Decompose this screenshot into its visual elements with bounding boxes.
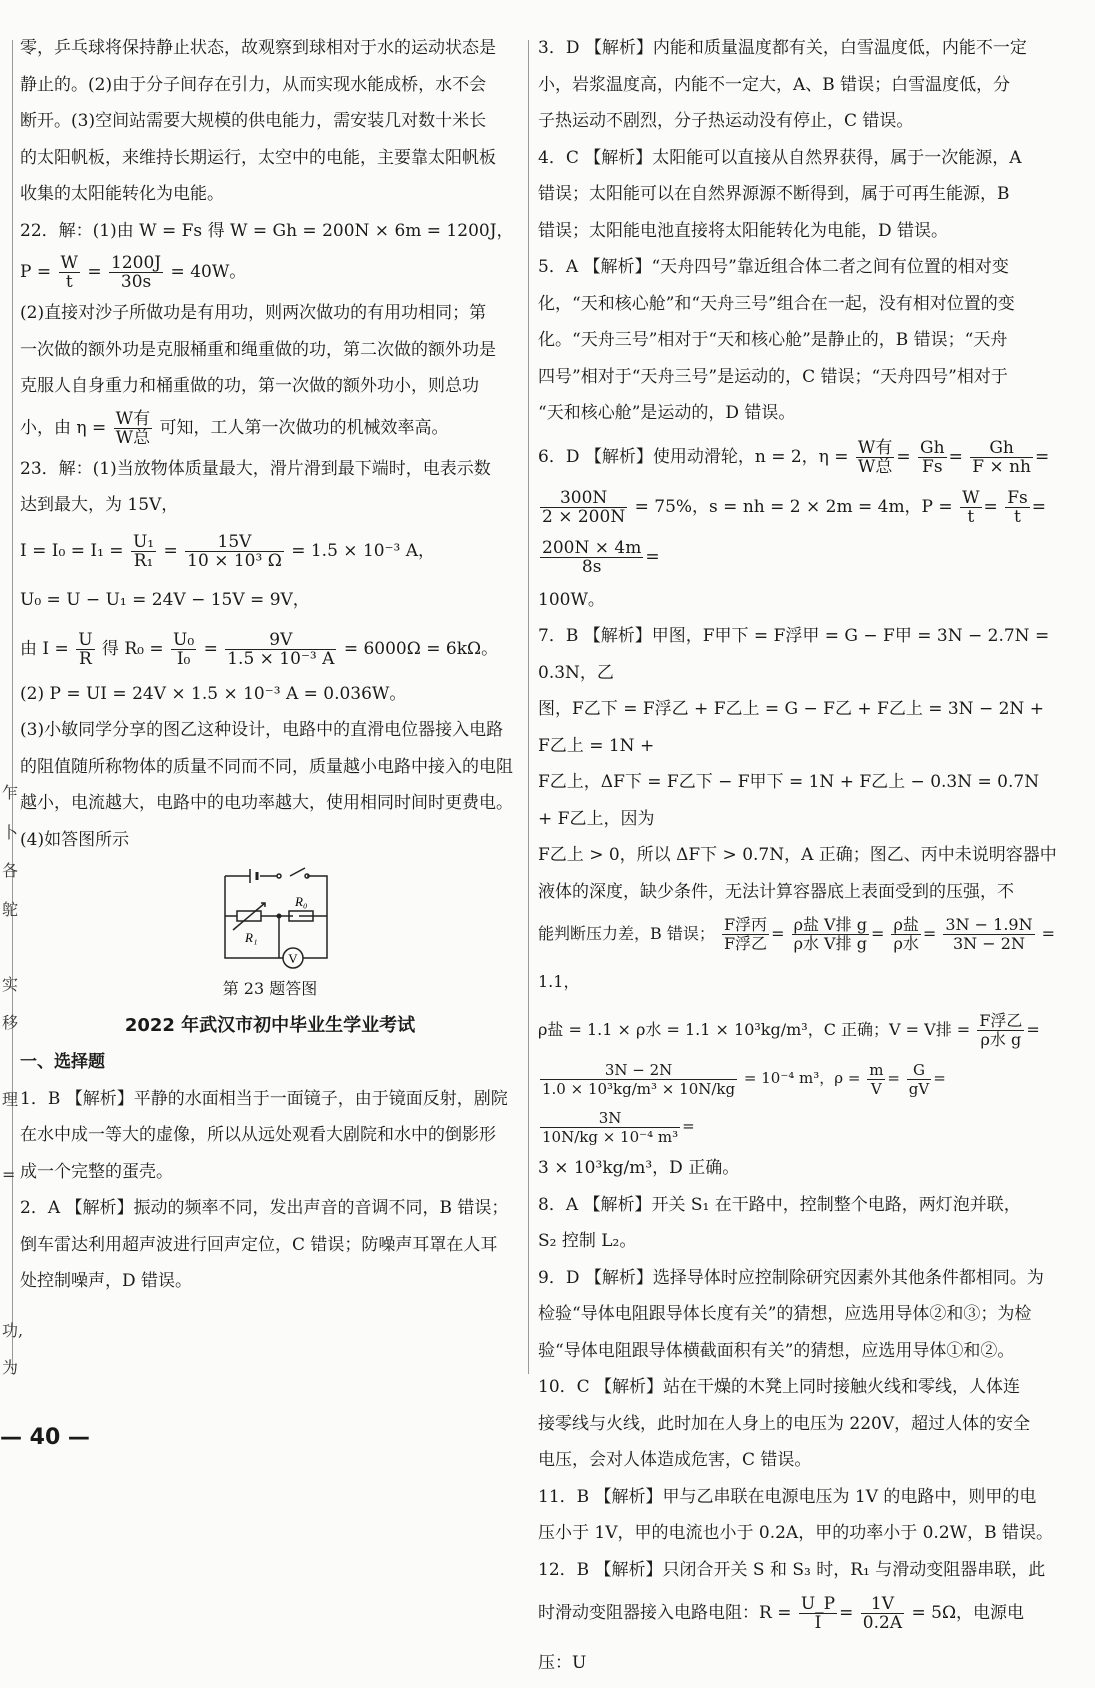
numerator: W bbox=[60, 253, 78, 273]
side-mark: 为 bbox=[2, 1358, 19, 1377]
text-line: 12．B 【解析】只闭合开关 S 和 S₃ 时，R₁ 与滑动变阻器串联，此 bbox=[538, 1559, 1046, 1580]
fraction bbox=[856, 439, 894, 476]
formula-text: = bbox=[87, 262, 102, 282]
fraction bbox=[131, 533, 156, 570]
column-divider bbox=[528, 40, 529, 1374]
numerator: Gh bbox=[970, 439, 1033, 458]
text-line: 3．D 【解析】内能和质量温度都有关，白雪温度低，内能不一定 bbox=[538, 38, 1027, 58]
text-line: 4．C 【解析】太阳能可以直接从自然界获得，属于一次能源，A bbox=[538, 147, 1022, 168]
page-number: — 40 — bbox=[0, 1425, 90, 1450]
text-line: 的太阳帆板，来维持长期运行，太空中的电能，主要靠太阳帆板 bbox=[20, 147, 496, 168]
formula-text: 能判断压力差，B 错误； bbox=[538, 924, 715, 943]
formula-text: I = I₀ = I₁ = bbox=[20, 540, 124, 561]
formula-text: = 1.5 × 10⁻³ A， bbox=[291, 540, 436, 561]
denominator: F浮乙 bbox=[723, 934, 768, 953]
denominator: t bbox=[1014, 506, 1021, 527]
denominator: 1.0 × 10³kg/m³ × 10N/kg bbox=[542, 1079, 736, 1098]
denominator: V bbox=[870, 1079, 882, 1098]
denominator: I bbox=[814, 1613, 822, 1633]
formula-text: 时滑动变阻器接入电路电阻：R = bbox=[538, 1603, 792, 1623]
text-line: 化，“天和核心舱”和“天舟三号”组合在一起，没有相对位置的变 bbox=[538, 293, 1015, 314]
formula-text: 由 I = bbox=[20, 638, 69, 659]
denominator: ρ水 g bbox=[980, 1030, 1022, 1049]
text-line: 错误；太阳能可以在自然界源源不断得到，属于可再生能源，B bbox=[538, 184, 1010, 204]
side-mark: 实 bbox=[2, 975, 19, 994]
fraction bbox=[799, 1595, 837, 1632]
fraction bbox=[540, 1109, 680, 1146]
text-line: 的阻值随所称物体的质量不同而不同，质量越小电路中接入的电阻 bbox=[20, 756, 513, 777]
fraction bbox=[861, 1595, 904, 1632]
text-line: 100W。 bbox=[538, 589, 605, 610]
denominator: Fs bbox=[922, 456, 943, 477]
denominator: 0.2A bbox=[862, 1613, 903, 1633]
numerator: F浮丙 bbox=[723, 915, 768, 934]
text-line: 检验“导体电阻跟导体长度有关”的猜想，应选用导体②和③；为检 bbox=[538, 1304, 1032, 1324]
formula-text: = bbox=[163, 540, 178, 561]
fraction bbox=[540, 1061, 737, 1098]
side-mark: 理 bbox=[2, 1090, 19, 1109]
numerator: 3N − 2N bbox=[540, 1061, 737, 1080]
fraction bbox=[907, 1061, 931, 1098]
denominator: W总 bbox=[857, 456, 893, 477]
denominator: t bbox=[967, 506, 975, 527]
fraction bbox=[225, 631, 336, 668]
fraction bbox=[1005, 489, 1030, 526]
text-line: 2．A 【解析】振动的频率不同，发出声音的音调不同，B 错误； bbox=[20, 1198, 509, 1218]
formula-text: = 10⁻⁴ m³，ρ = bbox=[743, 1069, 861, 1087]
answer-22-formula bbox=[20, 249, 520, 295]
text-line: 错误；太阳能电池直接将太阳能转化为电能，D 错误。 bbox=[538, 220, 949, 241]
fraction bbox=[792, 916, 869, 953]
fraction bbox=[109, 254, 163, 291]
numerator: 1200J bbox=[111, 253, 162, 273]
denominator: 30s bbox=[120, 272, 152, 292]
answer-12-formula: 时滑动变阻器接入电路电阻：R = $\frac{U\_P}{I}$ = $\frac{1V}{0.2A}$ = 5Ω，电源电压：U bbox=[538, 1594, 1025, 1673]
fraction bbox=[943, 916, 1034, 953]
denominator: R₁ bbox=[133, 550, 154, 571]
denominator: gV bbox=[908, 1079, 930, 1098]
numerator: U₁ bbox=[132, 531, 155, 552]
denominator: ρ水 bbox=[893, 934, 919, 953]
fraction bbox=[722, 916, 769, 953]
text-line: (4)如答图所示 bbox=[20, 829, 130, 850]
text-line: 9．D 【解析】选择导体时应控制除研究因素外其他条件都相同。为 bbox=[538, 1267, 1044, 1288]
side-mark: 移 bbox=[2, 1013, 19, 1032]
fraction bbox=[540, 539, 643, 576]
numerator: Gh bbox=[920, 437, 945, 458]
answer-7-ratio: 能判断压力差，B 错误； $\frac{\text{F浮丙}}{\text{F浮乙}}$ = $\frac{\text{ρ盐 V排 g}}{\text{ρ水 V排 g}}$ = $\frac{\text{ρ盐}}{\text{ρ水}}$ = $\frac{3N - 1.9N}{3N - 2N}$ = 1.1， bbox=[538, 915, 1056, 991]
denominator: 1.5 × 10⁻³ A bbox=[227, 648, 335, 669]
fraction bbox=[918, 439, 947, 476]
answer-23-line: 23．解：(1)当放物体质量最大，滑片滑到最下端时，电表示数 bbox=[20, 458, 491, 479]
side-mark: 鸵 bbox=[2, 900, 19, 919]
numerator: m bbox=[869, 1060, 884, 1079]
numerator: F浮乙 bbox=[979, 1011, 1023, 1030]
text-line: 7．B 【解析】甲图，F甲下 = F浮甲 = G − F甲 = 3N − 2.7N = 0.3N，乙 bbox=[538, 626, 1050, 683]
formula-text: = 1.1， bbox=[538, 924, 1056, 991]
numerator: U bbox=[78, 629, 93, 650]
numerator: 300N bbox=[540, 489, 627, 508]
text-line: 电压，会对人体造成危害，C 错误。 bbox=[538, 1450, 812, 1470]
text-line: 化。“天舟三号”相对于“天和核心舱”是静止的，B 错误；“天舟 bbox=[538, 330, 1008, 350]
text-line: 图，F乙下 = F浮乙 + F乙上 = G − F乙 + F乙上 = 3N − 2N + F乙上 = 1N + bbox=[538, 699, 1044, 756]
formula-text: = 5Ω，电源电压：U bbox=[538, 1603, 1025, 1673]
text-line: 收集的太阳能转化为电能。 bbox=[20, 184, 224, 204]
answer-22-line: 22．解：(1)由 W = Fs 得 W = Gh = 200N × 6m = 1200J， bbox=[20, 220, 514, 241]
answer-6-formula: 6．D 【解析】使用动滑轮，n = 2，η = $\frac{\text{W有}}{\text{W总}}$ = $\frac{Gh}{Fs}$ = $\frac{Gh}{F \times nh}$ = bbox=[538, 437, 1050, 477]
formula-text: ρ盐 = 1.1 × ρ水 = 1.1 × 10³kg/m³，C 正确；V = V排 = bbox=[538, 1020, 971, 1039]
figure-caption: 第 23 题答图 bbox=[222, 979, 318, 998]
formula-text: P = bbox=[20, 262, 52, 282]
text-line: 零，乒乓球将保持静止状态，故观察到球相对于水的运动状态是 bbox=[20, 38, 496, 58]
numerator: 200N × 4m bbox=[542, 537, 642, 558]
denominator: F × nh bbox=[972, 456, 1031, 477]
text-line: 子热运动不剧烈，分子热运动没有停止，C 错误。 bbox=[538, 111, 914, 131]
text-line: 四号”相对于“天舟三号”是运动的，C 错误；“天舟四号”相对于 bbox=[538, 366, 1008, 387]
denominator: 8s bbox=[581, 556, 602, 577]
numerator: U_P bbox=[800, 1594, 836, 1614]
text-line: 达到最大，为 15V， bbox=[20, 495, 179, 515]
numerator: G bbox=[907, 1061, 931, 1080]
text-line: 一次做的额外功是克服桶重和绳重做的功，第二次做的额外功是 bbox=[20, 339, 496, 360]
text-line: 1．B 【解析】平静的水面相当于一面镜子，由于镜面反射，剧院 bbox=[20, 1088, 508, 1109]
denominator: t bbox=[65, 272, 73, 292]
text-line: 验“导体电阻跟导体横截面积有关”的猜想，应选用导体①和②。 bbox=[538, 1340, 1015, 1361]
numerator: Fs bbox=[1007, 487, 1028, 508]
numerator: ρ盐 bbox=[893, 915, 919, 934]
denominator: 3N − 2N bbox=[953, 934, 1025, 953]
fraction bbox=[540, 489, 627, 526]
fraction bbox=[867, 1061, 885, 1098]
fraction bbox=[114, 410, 152, 447]
exam-title: 2022 年武汉市初中毕业生学业考试 bbox=[124, 1014, 416, 1036]
text-line: (3)小敏同学分享的图乙这种设计，电路中的直滑电位器接入电路 bbox=[20, 720, 504, 740]
text-line: “天和核心舱”是运动的，D 错误。 bbox=[538, 403, 796, 423]
formula-text: = bbox=[203, 638, 218, 659]
text-line: 接零线与火线，此时加在人身上的电压为 220V，超过人体的安全 bbox=[538, 1413, 1031, 1434]
side-mark: 功, bbox=[2, 1321, 24, 1340]
formula-text: 得 R₀ = bbox=[101, 638, 164, 659]
formula-text: 小，由 η = bbox=[20, 417, 107, 438]
denominator: 10N/kg × 10⁻⁴ m³ bbox=[542, 1127, 679, 1146]
fraction bbox=[59, 254, 80, 291]
answer-7-volume: ρ盐 = 1.1 × ρ水 = 1.1 × 10³kg/m³，C 正确；V = V排 = $\frac{\text{F浮乙}}{\text{ρ水 g}}$ = bbox=[538, 1011, 1040, 1049]
r1-label: R₁ bbox=[245, 930, 258, 945]
numerator: 1V bbox=[861, 1595, 904, 1614]
answer-23-current bbox=[20, 524, 520, 578]
text-line: 静止的。(2)由于分子间存在引力，从而实现水能成桥，水不会 bbox=[20, 74, 487, 95]
text-line: F乙上 > 0，所以 ΔF下 > 0.7N，A 正确；图乙、丙中未说明容器中 bbox=[538, 845, 1057, 865]
formula-text: = 6000Ω = 6kΩ。 bbox=[343, 638, 499, 659]
text-line: U₀ = U − U₁ = 24V − 15V = 9V， bbox=[20, 589, 310, 610]
right-column bbox=[538, 30, 1058, 1688]
numerator: 3N bbox=[540, 1109, 680, 1128]
numerator: W bbox=[962, 487, 980, 508]
text-line: (2) P = UI = 24V × 1.5 × 10⁻³ A = 0.036W。 bbox=[20, 683, 407, 704]
formula-text: = 75%，s = nh = 2 × 2m = 4m，P = bbox=[634, 496, 953, 517]
formula-text: 6．D 【解析】使用动滑轮，n = 2，η = bbox=[538, 446, 849, 467]
denominator: I₀ bbox=[176, 648, 191, 669]
fraction bbox=[171, 631, 196, 668]
text-line: 11．B 【解析】甲与乙串联在电源电压为 1V 的电路中，则甲的电 bbox=[538, 1486, 1037, 1507]
text-line: 5．A 【解析】“天舟四号”靠近组合体二者之间有位置的相对变 bbox=[538, 257, 1009, 277]
circuit-diagram bbox=[215, 866, 335, 971]
numerator: 15V bbox=[185, 533, 284, 552]
fraction bbox=[185, 533, 284, 570]
answer-7-density: $\frac{3N - 2N}{\text{1.0 × 10³kg/m³ × 10N/kg}}$ = 10⁻⁴ m³，ρ = $\frac{m}{V}$ = $\frac{G}{gV}$ = $\frac{3N}{\text{10N/kg × 10⁻⁴ m³}}$ = bbox=[542, 1060, 946, 1146]
fraction bbox=[960, 489, 981, 526]
denominator: R bbox=[78, 648, 92, 669]
text-line: F乙上，ΔF下 = F乙下 − F甲下 = 1N + F乙上 − 0.3N = 0.7N + F乙上，因为 bbox=[538, 772, 1040, 829]
numerator: ρ盐 V排 g bbox=[793, 915, 867, 934]
denominator: ρ水 V排 g bbox=[793, 934, 867, 953]
answer-22-efficiency bbox=[20, 405, 520, 451]
side-mark: 乍 bbox=[2, 783, 19, 802]
text-line: 10．C 【解析】站在干燥的木凳上同时接触火线和零线，人体连 bbox=[538, 1377, 1021, 1397]
left-column bbox=[20, 30, 520, 1300]
text-line: S₂ 控制 L₂。 bbox=[538, 1231, 637, 1251]
text-line: 倒车雷达利用超声波进行回声定位，C 错误；防噪声耳罩在人耳 bbox=[20, 1234, 498, 1255]
section-heading: 一、选择题 bbox=[20, 1052, 105, 1072]
denominator: 10 × 10³ Ω bbox=[187, 550, 282, 571]
voltmeter-label: V bbox=[288, 951, 298, 966]
text-line: (2)直接对沙子所做功是有用功，则两次做功的有用功相同；第 bbox=[20, 303, 487, 323]
text-line: 克服人自身重力和桶重做的功，第一次做的额外功小，则总功 bbox=[20, 376, 479, 396]
text-line: 越小，电流越大，电路中的电功率越大，使用相同时间时更费电。 bbox=[20, 793, 513, 813]
formula-text: 可知，工人第一次做功的机械效率高。 bbox=[159, 417, 449, 438]
text-line: 压小于 1V，甲的电流也小于 0.2A，甲的功率小于 0.2W，B 错误。 bbox=[538, 1523, 1054, 1543]
text-line: 液体的深度，缺少条件，无法计算容器底上表面受到的压强，不 bbox=[538, 881, 1014, 902]
text-line: 成一个完整的蛋壳。 bbox=[20, 1161, 173, 1182]
fraction bbox=[977, 1012, 1024, 1049]
text-line: 断开。(3)空间站需要大规模的供电能力，需安装几对数十米长 bbox=[20, 111, 487, 131]
denominator: 2 × 200N bbox=[542, 506, 626, 527]
side-mark: 各 bbox=[2, 861, 19, 880]
r0-label: R₀ bbox=[295, 894, 308, 909]
side-mark: = bbox=[2, 1165, 16, 1184]
numerator: W有 bbox=[115, 408, 151, 429]
answer-6-formula-2: $\frac{300N}{2 \times 200N}$ = 75%，s = nh = 2 × 2m = 4m，P = $\frac{W}{t}$ = $\frac{Fs}{t}$ = $\frac{200N \times 4m}{8s}$ = bbox=[542, 487, 1046, 577]
fraction bbox=[970, 439, 1033, 476]
denominator: W总 bbox=[115, 427, 151, 448]
fraction bbox=[76, 631, 94, 668]
numerator: 9V bbox=[225, 631, 336, 650]
numerator: 3N − 1.9N bbox=[945, 915, 1033, 934]
text-line: 8．A 【解析】开关 S₁ 在干路中，控制整个电路，两灯泡并联， bbox=[538, 1194, 1021, 1215]
text-line: 3 × 10³kg/m³，D 正确。 bbox=[538, 1158, 740, 1178]
answer-23-resistance bbox=[20, 622, 520, 676]
numerator: U₀ bbox=[173, 629, 195, 650]
text-line: 小，岩浆温度高，内能不一定大，A、B 错误；白雪温度低，分 bbox=[538, 74, 1011, 95]
numerator: W有 bbox=[857, 437, 893, 458]
text-line: 在水中成一等大的虚像，所以从远处观看大剧院和水中的倒影形 bbox=[20, 1125, 496, 1145]
fraction bbox=[891, 916, 920, 953]
text-line: 处控制噪声，D 错误。 bbox=[20, 1271, 193, 1291]
side-mark: 卜 bbox=[2, 823, 19, 842]
formula-text: = 40W。 bbox=[170, 262, 247, 282]
